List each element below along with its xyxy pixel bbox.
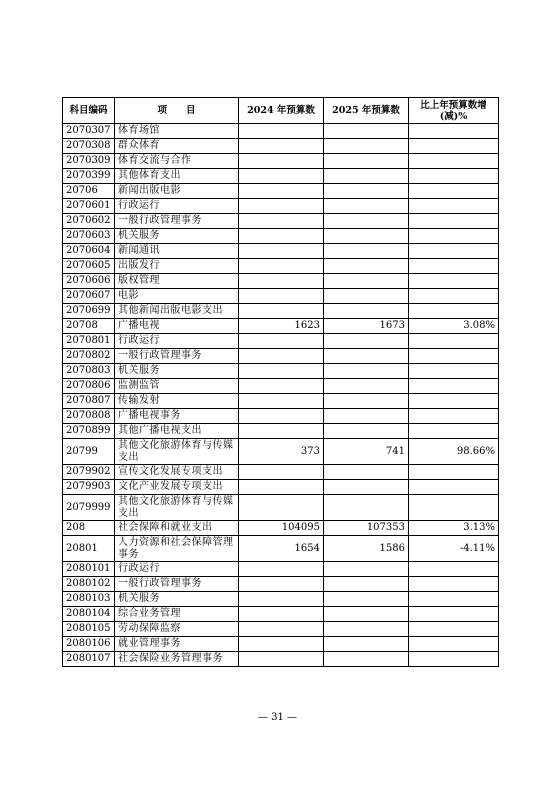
cell-change-pct bbox=[409, 495, 499, 521]
cell-2025-budget bbox=[324, 480, 409, 495]
cell-2025-budget: 1673 bbox=[324, 319, 409, 334]
table-row bbox=[63, 199, 499, 214]
cell-code: 2070601 bbox=[63, 199, 115, 214]
cell-2025-budget bbox=[324, 184, 409, 199]
table-row bbox=[63, 364, 499, 379]
cell-2024-budget bbox=[239, 244, 324, 259]
table-row bbox=[63, 394, 499, 409]
cell-item-name: 广播电视 bbox=[115, 319, 239, 334]
cell-2025-budget: 741 bbox=[324, 439, 409, 465]
cell-2024-budget bbox=[239, 652, 324, 667]
cell-code: 2079902 bbox=[63, 465, 115, 480]
cell-change-pct bbox=[409, 304, 499, 319]
cell-2024-budget bbox=[239, 124, 324, 139]
cell-2025-budget bbox=[324, 379, 409, 394]
cell-change-pct bbox=[409, 214, 499, 229]
table-row bbox=[63, 439, 499, 465]
table-header-row bbox=[63, 98, 499, 124]
cell-item-name: 宣传文化发展专项支出 bbox=[115, 465, 239, 480]
cell-item-name: 广播电视事务 bbox=[115, 409, 239, 424]
cell-change-pct bbox=[409, 154, 499, 169]
cell-code: 20708 bbox=[63, 319, 115, 334]
cell-item-name: 行政运行 bbox=[115, 334, 239, 349]
cell-code: 2070399 bbox=[63, 169, 115, 184]
cell-2024-budget bbox=[239, 289, 324, 304]
cell-2024-budget bbox=[239, 229, 324, 244]
cell-2025-budget: 1586 bbox=[324, 536, 409, 562]
cell-change-pct bbox=[409, 259, 499, 274]
table-row bbox=[63, 154, 499, 169]
table-row bbox=[63, 244, 499, 259]
cell-code: 2079903 bbox=[63, 480, 115, 495]
cell-code: 2070604 bbox=[63, 244, 115, 259]
cell-item-name: 监测监管 bbox=[115, 379, 239, 394]
cell-2024-budget bbox=[239, 577, 324, 592]
table-row bbox=[63, 536, 499, 562]
cell-code: 2080104 bbox=[63, 607, 115, 622]
cell-2025-budget bbox=[324, 652, 409, 667]
cell-code: 2070606 bbox=[63, 274, 115, 289]
cell-item-name: 一般行政管理事务 bbox=[115, 349, 239, 364]
cell-2024-budget: 1623 bbox=[239, 319, 324, 334]
cell-2024-budget bbox=[239, 394, 324, 409]
cell-2025-budget bbox=[324, 409, 409, 424]
cell-2024-budget bbox=[239, 622, 324, 637]
cell-change-pct bbox=[409, 424, 499, 439]
cell-item-name: 社会保障和就业支出 bbox=[115, 521, 239, 536]
table-row bbox=[63, 349, 499, 364]
cell-code: 2080106 bbox=[63, 637, 115, 652]
table-row bbox=[63, 259, 499, 274]
table-row bbox=[63, 424, 499, 439]
cell-item-name: 电影 bbox=[115, 289, 239, 304]
cell-change-pct bbox=[409, 607, 499, 622]
cell-code: 2080102 bbox=[63, 577, 115, 592]
cell-2024-budget bbox=[239, 199, 324, 214]
table-row bbox=[63, 465, 499, 480]
cell-2024-budget bbox=[239, 465, 324, 480]
cell-item-name: 其他体育支出 bbox=[115, 169, 239, 184]
cell-code: 2070802 bbox=[63, 349, 115, 364]
cell-item-name: 一般行政管理事务 bbox=[115, 214, 239, 229]
table-row bbox=[63, 409, 499, 424]
cell-2024-budget bbox=[239, 637, 324, 652]
cell-code: 20706 bbox=[63, 184, 115, 199]
table-row bbox=[63, 214, 499, 229]
cell-2024-budget bbox=[239, 154, 324, 169]
cell-2025-budget bbox=[324, 592, 409, 607]
cell-2024-budget: 373 bbox=[239, 439, 324, 465]
cell-code: 2080101 bbox=[63, 562, 115, 577]
cell-item-name: 体育交流与合作 bbox=[115, 154, 239, 169]
cell-2025-budget bbox=[324, 214, 409, 229]
cell-2025-budget: 107353 bbox=[324, 521, 409, 536]
cell-code: 20801 bbox=[63, 536, 115, 562]
cell-item-name: 人力资源和社会保障管理事务 bbox=[115, 536, 239, 562]
cell-code: 2080103 bbox=[63, 592, 115, 607]
cell-change-pct bbox=[409, 637, 499, 652]
cell-item-name: 综合业务管理 bbox=[115, 607, 239, 622]
cell-item-name: 版权管理 bbox=[115, 274, 239, 289]
cell-change-pct bbox=[409, 274, 499, 289]
cell-code: 2070806 bbox=[63, 379, 115, 394]
table-row bbox=[63, 577, 499, 592]
page-number: — 31 — bbox=[257, 712, 298, 723]
header-2025: 2025 年预算数 bbox=[324, 98, 409, 124]
cell-2025-budget bbox=[324, 334, 409, 349]
cell-2025-budget bbox=[324, 229, 409, 244]
cell-2024-budget bbox=[239, 364, 324, 379]
cell-2025-budget bbox=[324, 154, 409, 169]
cell-code: 2070808 bbox=[63, 409, 115, 424]
cell-2024-budget bbox=[239, 169, 324, 184]
cell-code: 2070899 bbox=[63, 424, 115, 439]
header-item: 项 目 bbox=[115, 98, 239, 124]
table-row bbox=[63, 319, 499, 334]
cell-item-name: 就业管理事务 bbox=[115, 637, 239, 652]
budget-table bbox=[62, 97, 499, 667]
cell-code: 2070602 bbox=[63, 214, 115, 229]
cell-item-name: 出版发行 bbox=[115, 259, 239, 274]
cell-item-name: 机关服务 bbox=[115, 364, 239, 379]
cell-2024-budget bbox=[239, 607, 324, 622]
cell-change-pct bbox=[409, 562, 499, 577]
cell-change-pct bbox=[409, 169, 499, 184]
table-row bbox=[63, 379, 499, 394]
cell-change-pct: 3.13% bbox=[409, 521, 499, 536]
cell-change-pct bbox=[409, 577, 499, 592]
cell-2025-budget bbox=[324, 349, 409, 364]
cell-change-pct: 3.08% bbox=[409, 319, 499, 334]
cell-2024-budget: 1654 bbox=[239, 536, 324, 562]
cell-item-name: 体育场馆 bbox=[115, 124, 239, 139]
cell-2024-budget bbox=[239, 379, 324, 394]
cell-2025-budget bbox=[324, 304, 409, 319]
cell-2024-budget bbox=[239, 334, 324, 349]
cell-2025-budget bbox=[324, 562, 409, 577]
table-row bbox=[63, 622, 499, 637]
table-body bbox=[63, 124, 499, 667]
cell-code: 2079999 bbox=[63, 495, 115, 521]
cell-change-pct bbox=[409, 139, 499, 154]
cell-2025-budget bbox=[324, 289, 409, 304]
cell-change-pct bbox=[409, 480, 499, 495]
cell-2024-budget bbox=[239, 259, 324, 274]
table-row bbox=[63, 304, 499, 319]
cell-2025-budget bbox=[324, 124, 409, 139]
cell-2024-budget bbox=[239, 349, 324, 364]
cell-change-pct bbox=[409, 652, 499, 667]
cell-code: 2070699 bbox=[63, 304, 115, 319]
cell-code: 208 bbox=[63, 521, 115, 536]
cell-2025-budget bbox=[324, 622, 409, 637]
header-code: 科目编码 bbox=[63, 98, 115, 124]
cell-2025-budget bbox=[324, 259, 409, 274]
cell-2025-budget bbox=[324, 424, 409, 439]
cell-change-pct bbox=[409, 379, 499, 394]
cell-change-pct bbox=[409, 409, 499, 424]
cell-item-name: 新闻通讯 bbox=[115, 244, 239, 259]
cell-change-pct bbox=[409, 244, 499, 259]
cell-2025-budget bbox=[324, 495, 409, 521]
cell-item-name: 群众体育 bbox=[115, 139, 239, 154]
cell-change-pct: 98.66% bbox=[409, 439, 499, 465]
cell-code: 2070607 bbox=[63, 289, 115, 304]
cell-change-pct bbox=[409, 364, 499, 379]
table-row bbox=[63, 139, 499, 154]
cell-item-name: 一般行政管理事务 bbox=[115, 577, 239, 592]
table-row bbox=[63, 169, 499, 184]
cell-2024-budget bbox=[239, 562, 324, 577]
cell-item-name: 行政运行 bbox=[115, 562, 239, 577]
cell-2025-budget bbox=[324, 169, 409, 184]
cell-2025-budget bbox=[324, 364, 409, 379]
cell-item-name: 其他文化旅游体育与传媒支出 bbox=[115, 495, 239, 521]
cell-item-name: 劳动保障监察 bbox=[115, 622, 239, 637]
cell-change-pct bbox=[409, 229, 499, 244]
cell-code: 2070605 bbox=[63, 259, 115, 274]
cell-code: 2080107 bbox=[63, 652, 115, 667]
table-row bbox=[63, 184, 499, 199]
cell-code: 2070801 bbox=[63, 334, 115, 349]
cell-2025-budget bbox=[324, 244, 409, 259]
cell-2024-budget bbox=[239, 592, 324, 607]
cell-item-name: 文化产业发展专项支出 bbox=[115, 480, 239, 495]
cell-change-pct bbox=[409, 465, 499, 480]
cell-item-name: 机关服务 bbox=[115, 592, 239, 607]
cell-2024-budget bbox=[239, 304, 324, 319]
table-row bbox=[63, 592, 499, 607]
cell-2024-budget bbox=[239, 214, 324, 229]
table-row bbox=[63, 334, 499, 349]
cell-code: 2070307 bbox=[63, 124, 115, 139]
table-row bbox=[63, 607, 499, 622]
cell-change-pct bbox=[409, 394, 499, 409]
cell-2024-budget: 104095 bbox=[239, 521, 324, 536]
cell-item-name: 其他广播电视支出 bbox=[115, 424, 239, 439]
cell-change-pct: -4.11% bbox=[409, 536, 499, 562]
table-row bbox=[63, 480, 499, 495]
cell-2024-budget bbox=[239, 274, 324, 289]
cell-item-name: 机关服务 bbox=[115, 229, 239, 244]
cell-change-pct bbox=[409, 334, 499, 349]
cell-change-pct bbox=[409, 184, 499, 199]
cell-2025-budget bbox=[324, 139, 409, 154]
cell-change-pct bbox=[409, 592, 499, 607]
cell-2025-budget bbox=[324, 199, 409, 214]
cell-2025-budget bbox=[324, 274, 409, 289]
cell-2024-budget bbox=[239, 409, 324, 424]
cell-2024-budget bbox=[239, 184, 324, 199]
cell-2025-budget bbox=[324, 637, 409, 652]
cell-2025-budget bbox=[324, 577, 409, 592]
cell-change-pct bbox=[409, 289, 499, 304]
cell-item-name: 其他新闻出版电影支出 bbox=[115, 304, 239, 319]
table-row bbox=[63, 229, 499, 244]
cell-code: 2080105 bbox=[63, 622, 115, 637]
table-row bbox=[63, 652, 499, 667]
cell-item-name: 传输发射 bbox=[115, 394, 239, 409]
cell-change-pct bbox=[409, 124, 499, 139]
cell-code: 2070803 bbox=[63, 364, 115, 379]
cell-change-pct bbox=[409, 199, 499, 214]
cell-item-name: 新闻出版电影 bbox=[115, 184, 239, 199]
cell-code: 2070308 bbox=[63, 139, 115, 154]
cell-2024-budget bbox=[239, 139, 324, 154]
table-row bbox=[63, 495, 499, 521]
cell-2024-budget bbox=[239, 480, 324, 495]
cell-2024-budget bbox=[239, 424, 324, 439]
cell-item-name: 社会保险业务管理事务 bbox=[115, 652, 239, 667]
header-change-pct: 比上年预算数增(减)% bbox=[409, 98, 499, 124]
table-row bbox=[63, 562, 499, 577]
cell-2025-budget bbox=[324, 394, 409, 409]
cell-item-name: 行政运行 bbox=[115, 199, 239, 214]
table-row bbox=[63, 289, 499, 304]
table-row bbox=[63, 124, 499, 139]
cell-change-pct bbox=[409, 349, 499, 364]
table-row bbox=[63, 521, 499, 536]
cell-2025-budget bbox=[324, 607, 409, 622]
cell-code: 2070309 bbox=[63, 154, 115, 169]
header-2024: 2024 年预算数 bbox=[239, 98, 324, 124]
cell-2024-budget bbox=[239, 495, 324, 521]
table-row bbox=[63, 274, 499, 289]
cell-code: 2070603 bbox=[63, 229, 115, 244]
cell-code: 20799 bbox=[63, 439, 115, 465]
cell-code: 2070807 bbox=[63, 394, 115, 409]
cell-2025-budget bbox=[324, 465, 409, 480]
cell-change-pct bbox=[409, 622, 499, 637]
cell-item-name: 其他文化旅游体育与传媒支出 bbox=[115, 439, 239, 465]
table-row bbox=[63, 637, 499, 652]
